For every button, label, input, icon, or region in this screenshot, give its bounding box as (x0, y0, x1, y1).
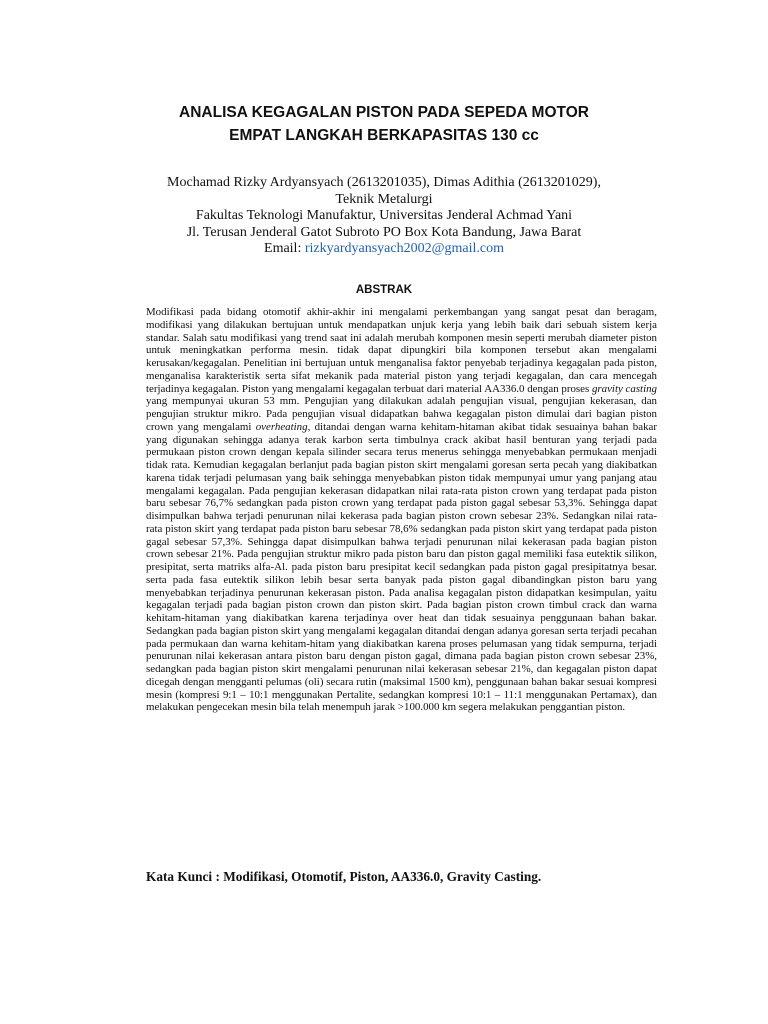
author-address: Jl. Terusan Jenderal Gatot Subroto PO Box Kota Bandung, Jawa Barat (186, 224, 582, 240)
abstract-text-2: yang mempunyai ukuran 53 mm. Pengujian yang dilakukan adalah pengujian visual, pengujian kekerasan, dan pengujian struktur mikro. Pada pengujian visual didapatkan bahwa kegagalan piston dimulai dari bagian piston crown yang mengalami (146, 395, 657, 433)
keywords-line: Kata Kunci : Modifikasi, Otomotif, Piston, AA336.0, Gravity Casting. (146, 869, 542, 884)
email-link[interactable]: rizkyardyansyach2002@gmail.com (304, 241, 504, 257)
author-faculty: Fakultas Teknologi Manufaktur, Universitas Jenderal Achmad Yani (195, 208, 573, 224)
abstract-italic-overheating: overheating (255, 420, 308, 433)
abstract-body (146, 306, 657, 714)
author-email-line (0, 241, 768, 258)
abstract-heading: ABSTRAK (355, 284, 413, 296)
abstract-text-3: , ditandai dengan warna kehitam-hitaman akibat tidak sesuainya bahan bakar yang digunakan sehingga adanya terak karbon serta timbulnya crack akibat hasil benturan yang terjadi pada permukaan piston crown dengan kepala silinder secara terus menerus sehingga menyebabkan permukaan menjadi tidak rata. Kemudian kegagalan berlanjut pada bagian piston skirt mengalami goresan serta pecah yang diakibatkan karena tidak terjadi pelumasan yang baik sehingga menyebabkan piston tidak mempunyai umur yang panjang atau mengalami kegagalan. Pada pengujian kekerasan didapatkan nilai rata-rata piston crown yang terdapat pada piston baru sebesar 76,7% sedangkan pada piston crown yang terdapat pada piston gagal sebesar 53,3%. Sehingga dapat disimpulkan bahwa terjadi penurunan nilai kekerasa pada bagian piston crown sebesar 23%. Sedangkan nilai rata-rata piston skirt yang terdapat pada piston baru sebesar 78,6% sedangkan pada piston skirt yang terdapat pada piston gagal sebesar 57,3%. Sehingga dapat disimpulkan bahwa terjadi penurunan nilai kekerasan pada bagian piston crown sebesar 21%. Pada pengujian struktur mikro pada piston baru dan piston gagal memiliki fasa eutektik silikon, presipitat, serta matriks alfa-Al. pada piston baru presipitat kecil sedangkan pada piston gagal presipitatnya besar. serta pada fasa eutektik silikon lebih besar serta banyak pada piston gagal dibandingkan piston baru yang menyebabkan terjadinya penurunan kekerasan piston. Pada analisa kegagalan piston didapatkan kesimpulan, yaitu kegagalan terjadi pada bagian piston crown dan piston skirt. Pada bagian piston crown timbul crack dan warna kehitam-hitaman yang diakibatkan karena terjadinya over heat dan tidak sesuainya penggunaan bahan bakar. Sedangkan pada bagian piston skirt yang mengalami kegagalan ditandai dengan adanya goresan serta terjadi pecahan pada permukaan dan warna kehitam-hitam yang diakibatkan karena proses pelumasan yang tidak sempurna, terjadi penurunan nilai kekerasan antara piston baru dengan piston gagal, dimana pada bagian piston crown sebesar 23%, sedangkan pada bagian piston skirt mengalami penurunan nilai kekerasan sebesar 21%, dan kegagalan piston dapat dicegah dengan mengganti pelumas (oli) secara rutin (maksimal 1500 km), penggunaan bahan bakar sesuai kompresi mesin (kompresi 9:1 – 10:1 menggunakan Pertalite, sedangkan kompresi 10:1 – 11:1 menggunakan Pertamax), dan melakukan pengecekan mesin bila telah menempuh jarak >100.000 km segera melakukan penggantian piston. (146, 420, 657, 714)
author-names: Mochamad Rizky Ardyansyach (2613201035), Dimas Adithia (2613201029), (167, 175, 601, 190)
email-label: Email: (264, 241, 305, 257)
abstract-italic-gravity-casting: gravity casting (591, 382, 657, 395)
paper-title (0, 101, 768, 147)
abstract-text-1: Modifikasi pada bidang otomotif akhir-akhir ini mengalami perkembangan yang sangat pesat dan beragam, modifikasi yang dilakukan bertujuan untuk mendapatkan unjuk kerja yang lebih baik dari sebuah sistem kerja standar. Salah satu modifikasi yang trend saat ini adalah merubah komponen mesin seperti merubah diameter piston untuk meningkatkan performa mesin. tidak dapat dipungkiri bila komponen tersebut akan mengalami kerusakan/kegagalan. Penelitian ini bertujuan untuk menganalisa faktor penyebab terjadinya kegagalan pada piston, menganalisa karakteristik serta sifat mekanik pada material piston yang terjadi kegagalan, dan cara mencegah terjadinya kegagalan. Piston yang mengalami kegagalan terbuat dari material AA336.0 dengan proses (146, 306, 657, 395)
author-block (0, 175, 768, 258)
author-department: Teknik Metalurgi (335, 191, 433, 207)
title-line-2: EMPAT LANGKAH BERKAPASITAS 130 cc (229, 127, 539, 144)
title-line-1: ANALISA KEGAGALAN PISTON PADA SEPEDA MOTOR (179, 104, 589, 121)
